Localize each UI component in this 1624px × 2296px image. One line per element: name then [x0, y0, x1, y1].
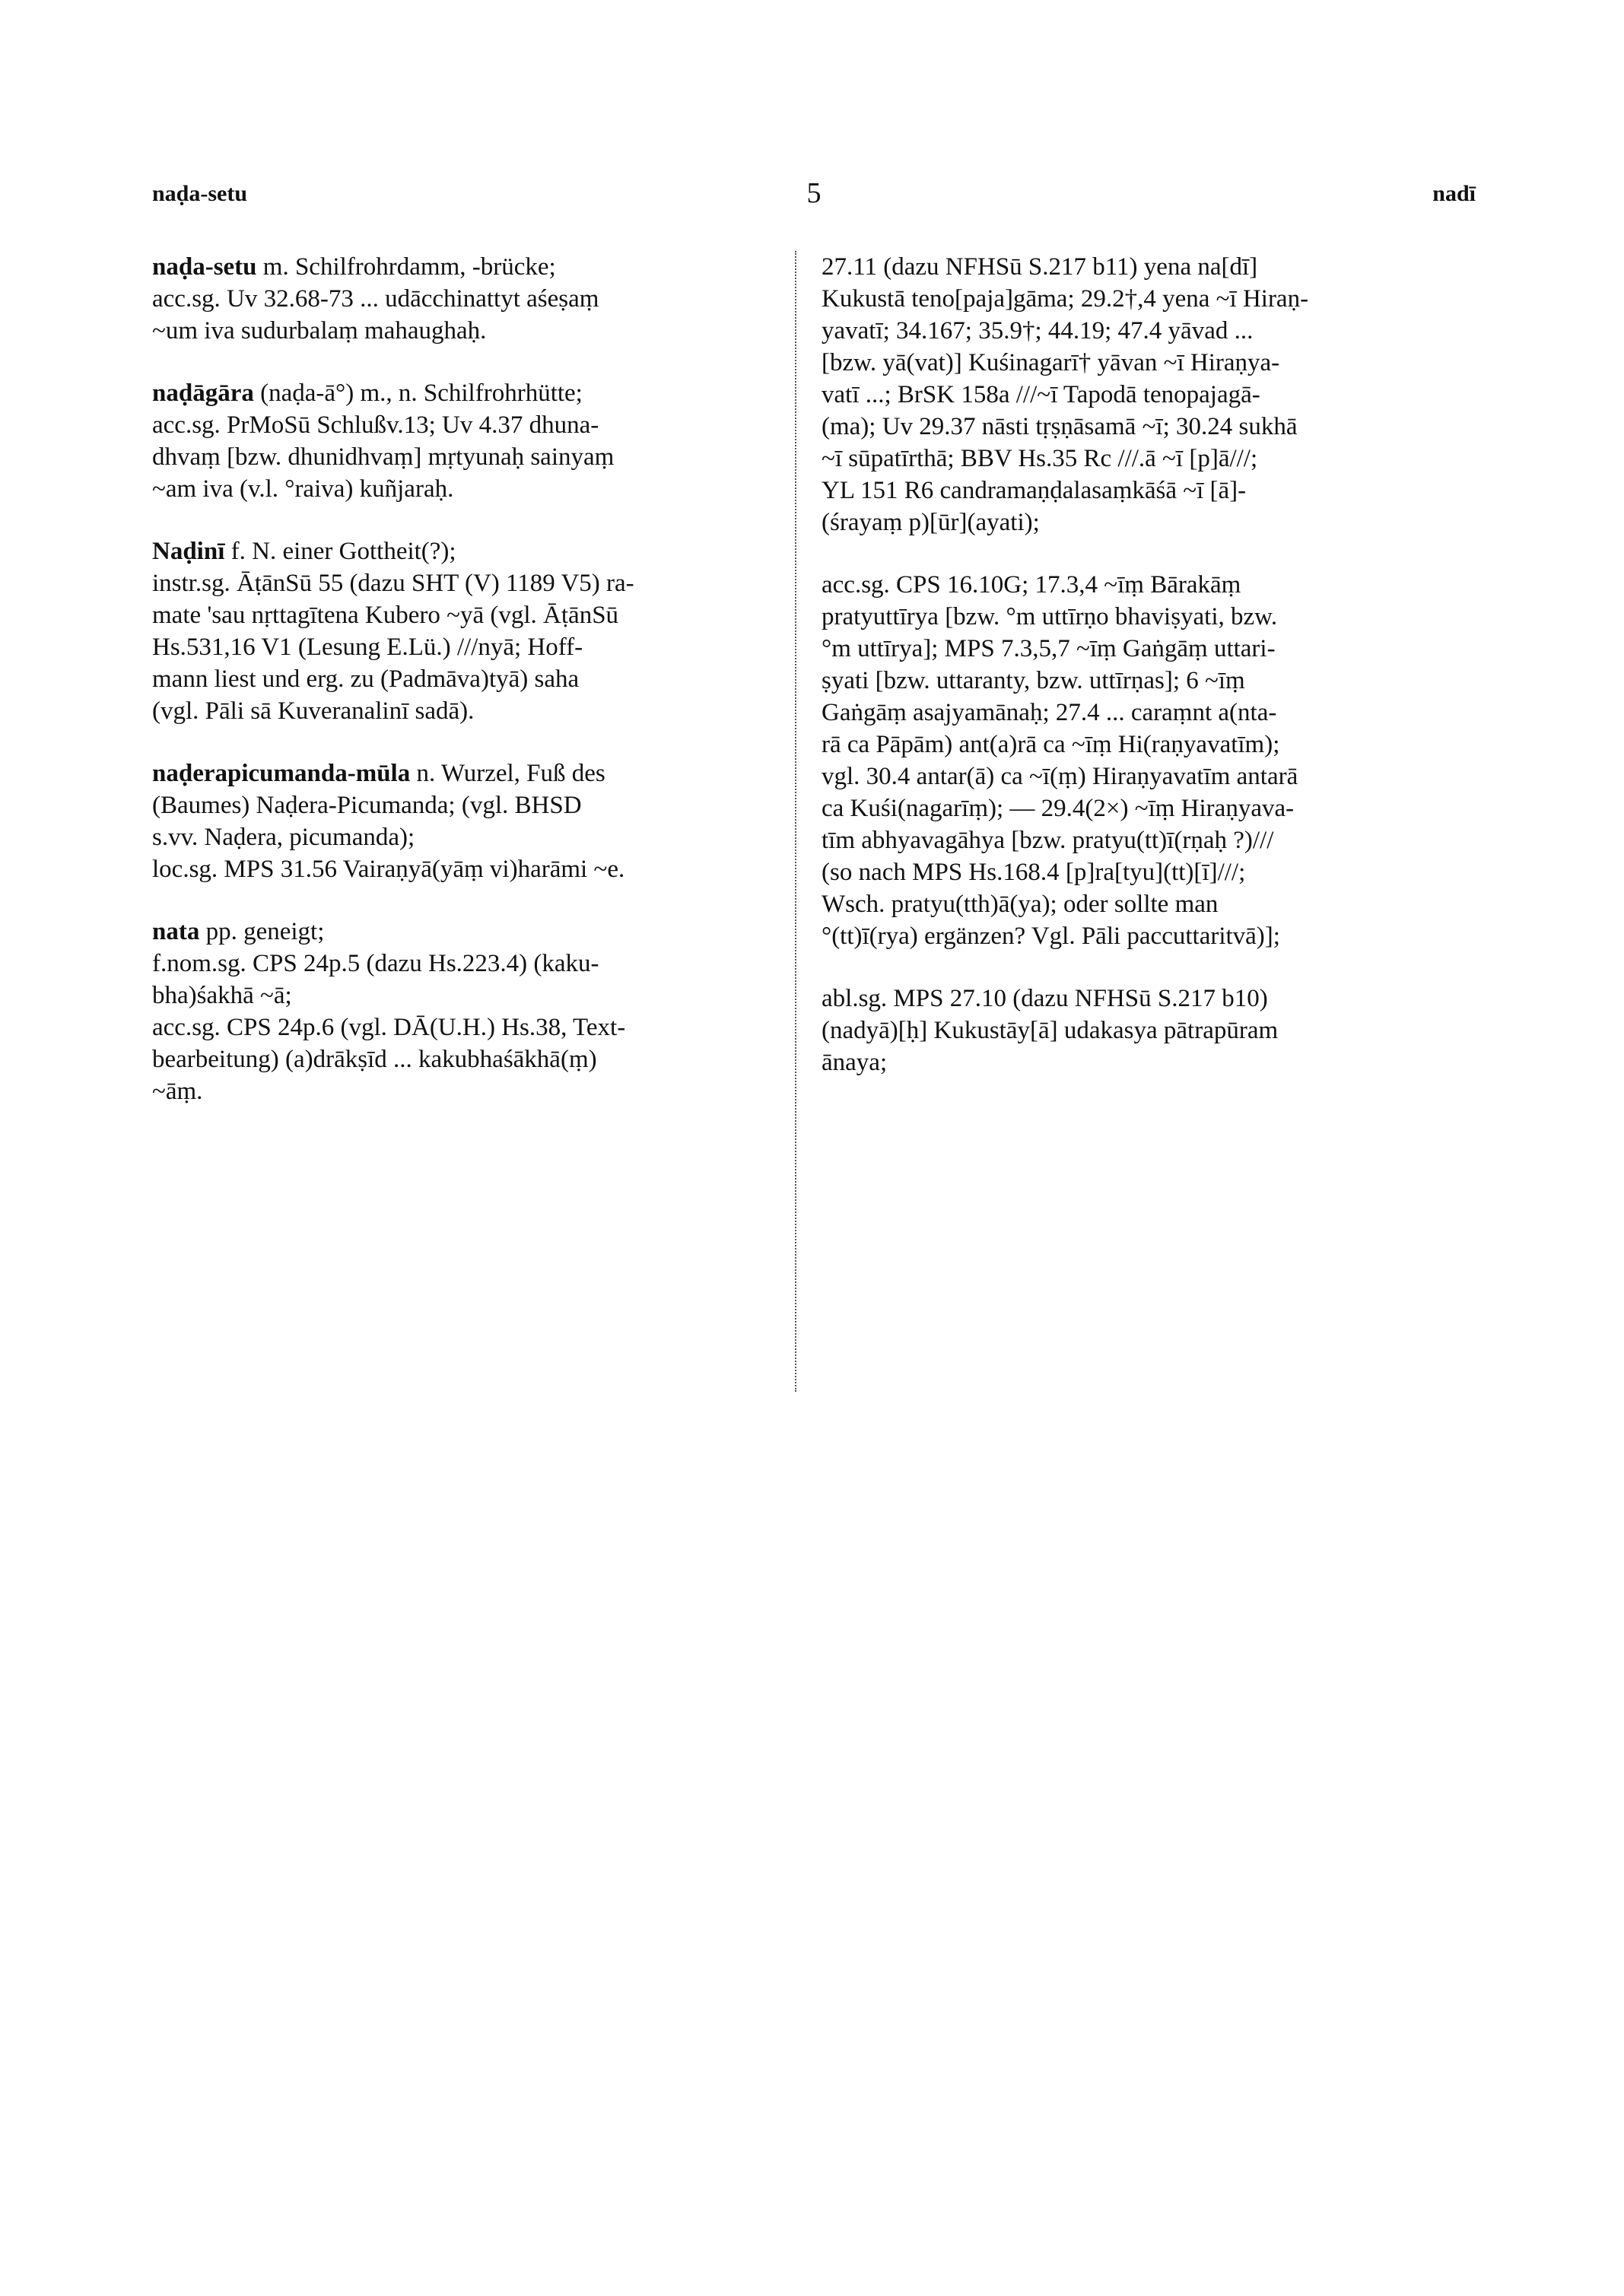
entry-line: °(tt)ī(rya) ergänzen? Vgl. Pāli paccuttaritvā)];	[822, 923, 1280, 950]
entry-line: °m uttīrya]; MPS 7.3,5,7 ~īṃ Gaṅgāṃ uttari-	[822, 635, 1276, 662]
entry-line: (vgl. Pāli sā Kuveranalinī sadā).	[152, 697, 475, 725]
left-column	[152, 251, 806, 1138]
dictionary-entry	[822, 251, 1476, 538]
entry-line: Wsch. pratyu(tth)ā(ya); oder sollte man	[822, 891, 1219, 918]
entry-headword: nata	[152, 918, 200, 945]
entry-line: bearbeitung) (a)drākṣīd ... kakubhaśākhā(ṃ)	[152, 1046, 597, 1073]
entry-line: Hs.531,16 V1 (Lesung E.Lü.) ///nyā; Hoff-	[152, 634, 583, 661]
entry-gloss: (naḍa-ā°) m., n. Schilfrohrhütte;	[260, 379, 583, 407]
entry-line	[152, 377, 806, 409]
entry-line: instr.sg. ĀṭānSū 55 (dazu SHT (V) 1189 V5) ra-	[152, 570, 634, 597]
dictionary-entry	[822, 569, 1476, 952]
entry-line: mate 'sau nṛttagītena Kubero ~yā (vgl. ĀṭānSū	[152, 602, 619, 629]
entry-line: acc.sg. Uv 32.68-73 ... udācchinattyt aśeṣaṃ	[152, 285, 599, 313]
dictionary-entry	[152, 377, 806, 505]
entry-headword: naḍa-setu	[152, 253, 257, 281]
entry-line	[152, 916, 806, 948]
entry-line: s.vv. Naḍera, picumanda);	[152, 824, 415, 851]
entry-line: rā ca Pāpām) ant(a)rā ca ~īṃ Hi(raṇyavatīm);	[822, 731, 1280, 758]
entry-line: vgl. 30.4 antar(ā) ca ~ī(ṃ) Hiraṇyavatīm antarā	[822, 763, 1298, 790]
entry-headword: Naḍinī	[152, 538, 225, 565]
entry-line: dhvaṃ [bzw. dhunidhvaṃ] mṛtyunaḥ sainyaṃ	[152, 443, 615, 471]
entry-headword: naḍāgāra	[152, 379, 254, 407]
entry-line: ṣyati [bzw. uttaranty, bzw. uttīrṇas]; 6 ~īṃ	[822, 667, 1245, 694]
entry-line: acc.sg. CPS 16.10G; 17.3,4 ~īṃ Bārakāṃ	[822, 571, 1241, 599]
dictionary-entry	[152, 251, 806, 347]
entry-line: pratyuttīrya [bzw. °m uttīrṇo bhaviṣyati, bzw.	[822, 603, 1278, 630]
entry-line	[152, 757, 806, 789]
entry-line: ~um iva sudurbalaṃ mahaughaḥ.	[152, 317, 487, 345]
right-column	[822, 251, 1476, 1109]
entry-line: loc.sg. MPS 31.56 Vairaṇyā(yāṃ vi)harāmi ~e.	[152, 856, 625, 883]
entry-line: Gaṅgāṃ asajyamānaḥ; 27.4 ... caraṃnt a(nta-	[822, 699, 1277, 726]
entry-line: acc.sg. PrMoSū Schlußv.13; Uv 4.37 dhuna-	[152, 411, 599, 439]
header-left-headword: naḍa-setu	[152, 181, 248, 206]
entry-line: (ma); Uv 29.37 nāsti tṛṣṇāsamā ~ī; 30.24 sukhā	[822, 413, 1298, 440]
header-right-headword: nadī	[1432, 181, 1476, 206]
column-divider	[795, 251, 798, 1392]
entry-line: 27.11 (dazu NFHSū S.217 b11) yena na[dī]	[822, 253, 1258, 281]
entry-line: mann liest und erg. zu (Padmāva)tyā) saha	[152, 665, 580, 693]
entry-line: ~ī sūpatīrthā; BBV Hs.35 Rc ///.ā ~ī [p]ā///;	[822, 445, 1258, 472]
entry-line: ~am iva (v.l. °raiva) kuñjaraḥ.	[152, 475, 454, 503]
running-header	[152, 177, 1476, 219]
entry-line: ca Kuśi(nagarīṃ); — 29.4(2×) ~īṃ Hiraṇyava-	[822, 795, 1295, 822]
entry-line: vatī ...; BrSK 158a ///~ī Tapodā tenopajagā-	[822, 381, 1260, 408]
entry-line: [bzw. yā(vat)] Kuśinagarī† yāvan ~ī Hiraṇya-	[822, 349, 1280, 376]
entry-line	[152, 535, 806, 567]
entry-headword: naḍerapicumanda-mūla	[152, 760, 411, 787]
entry-line: f.nom.sg. CPS 24p.5 (dazu Hs.223.4) (kaku-	[152, 950, 599, 977]
entry-line	[152, 251, 806, 283]
entry-line: bha)śakhā ~ā;	[152, 982, 292, 1009]
entry-line: (śrayaṃ p)[ūr](ayati);	[822, 509, 1040, 536]
entry-line: (nadyā)[ḥ] Kukustāy[ā] udakasya pātrapūram	[822, 1017, 1279, 1044]
entry-gloss: n. Wurzel, Fuß des	[416, 760, 605, 787]
dictionary-entry	[152, 535, 806, 727]
dictionary-entry	[822, 983, 1476, 1078]
entry-line: Kukustā teno[paja]gāma; 29.2†,4 yena ~ī Hiraṇ-	[822, 285, 1309, 313]
entry-line: ~āṃ.	[152, 1078, 203, 1105]
entry-line: tīm abhyavagāhya [bzw. pratyu(tt)ī(rṇaḥ ?)///	[822, 827, 1274, 854]
entry-line: abl.sg. MPS 27.10 (dazu NFHSū S.217 b10)	[822, 985, 1268, 1012]
entry-line: acc.sg. CPS 24p.6 (vgl. DĀ(U.H.) Hs.38, Text-	[152, 1014, 626, 1041]
entry-line: YL 151 R6 candramaṇḍalasaṃkāśā ~ī [ā]-	[822, 477, 1247, 504]
dictionary-entry	[152, 916, 806, 1107]
entry-gloss: m. Schilfrohrdamm, -brücke;	[262, 253, 556, 281]
entry-line: ānaya;	[822, 1049, 888, 1076]
entry-line: (so nach MPS Hs.168.4 [p]ra[tyu](tt)[ī]///;	[822, 859, 1246, 886]
page-number: 5	[806, 177, 822, 209]
entry-gloss: f. N. einer Gottheit(?);	[230, 538, 456, 565]
dictionary-entry	[152, 757, 806, 885]
entry-line: (Baumes) Naḍera-Picumanda; (vgl. BHSD	[152, 792, 582, 819]
entry-line: yavatī; 34.167; 35.9†; 44.19; 47.4 yāvad ...	[822, 317, 1254, 345]
entry-gloss: pp. geneigt;	[205, 918, 325, 945]
